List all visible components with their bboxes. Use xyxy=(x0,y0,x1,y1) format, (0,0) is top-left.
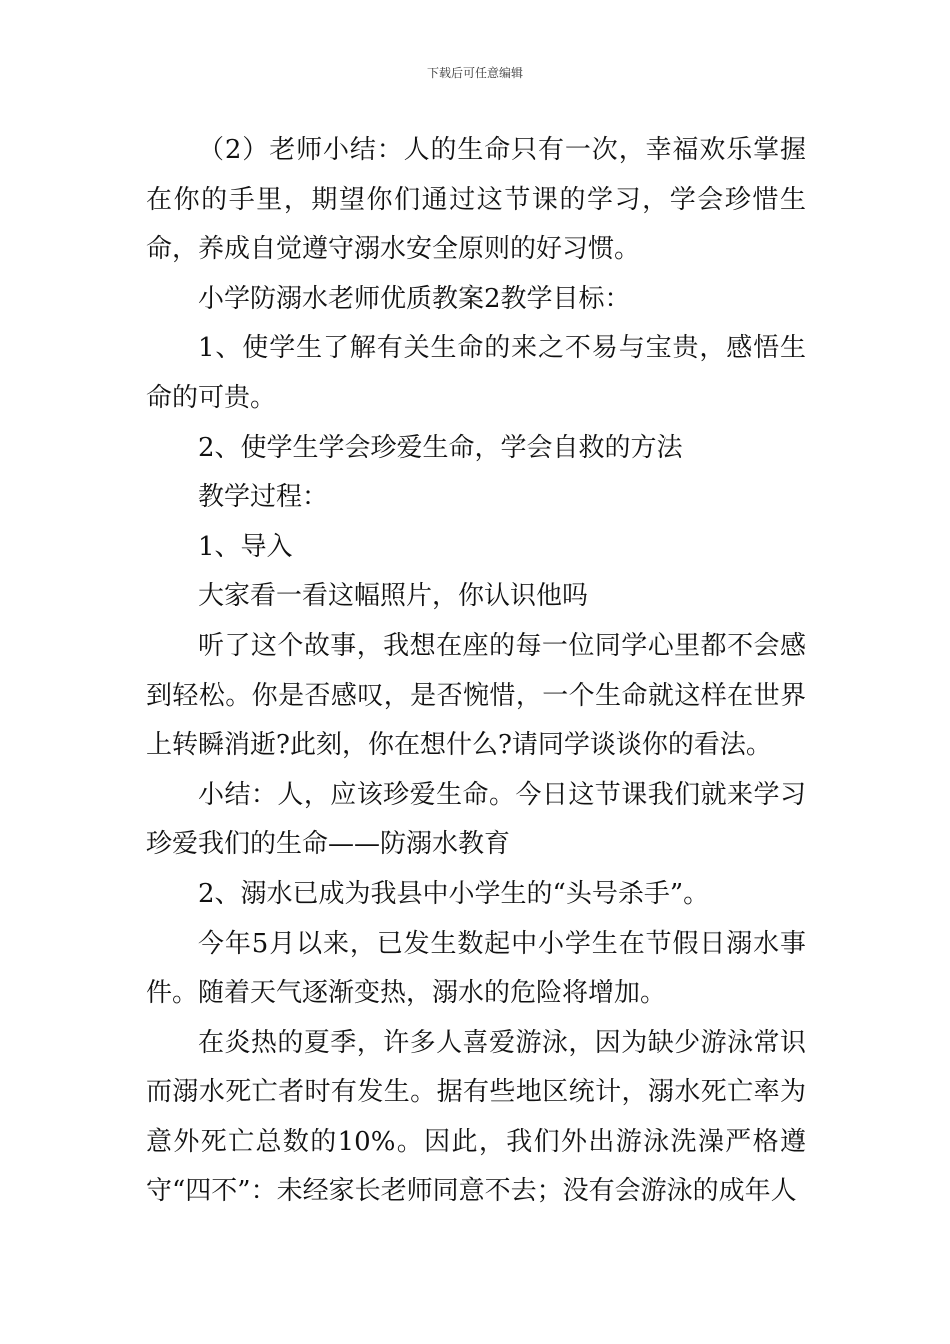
paragraph-teacher-summary: （2）老师小结：人的生命只有一次，幸福欢乐掌握在你的手里，期望你们通过这节课的学习，学会珍惜生命，养成自觉遵守溺水安全原则的好习惯。 xyxy=(146,135,806,265)
paragraph-teaching-process-heading: 教学过程： xyxy=(198,482,329,513)
paragraph-objective-2: 2、使学生学会珍爱生命，学会自救的方法 xyxy=(198,432,683,463)
paragraph-summer-statistics: 在炎热的夏季，许多人喜爱游泳，因为缺少游泳常识而溺水死亡者时有发生。据有些地区统计，溺水死亡率为意外死亡总数的10%。因此，我们外出游泳洗澡严格遵守“四不”：未经家长老师同意不去；没有会游泳的成年人 xyxy=(146,1027,806,1207)
paragraph-recent-incidents: 今年5月以来，已发生数起中小学生在节假日溺水事件。随着天气逐渐变热，溺水的危险将增加。 xyxy=(146,928,806,1009)
paragraph-story-reflection: 听了这个故事，我想在座的每一位同学心里都不会感到轻松。你是否感叹，是否惋惜，一个生命就这样在世界上转瞬消逝?此刻，你在想什么?请同学谈谈你的看法。 xyxy=(146,630,806,761)
paragraph-lesson-objectives-heading: 小学防溺水老师优质教案2教学目标： xyxy=(198,283,631,314)
document-body xyxy=(146,126,806,1217)
paragraph-step-1-intro: 1、导入 xyxy=(198,531,293,562)
header-note: 下载后可任意编辑 xyxy=(426,66,523,80)
paragraph-photo-question: 大家看一看这幅照片，你认识他吗 xyxy=(198,581,589,612)
paragraph-summary-cherish-life: 小结：人，应该珍爱生命。今日这节课我们就来学习珍爱我们的生命——防溺水教育 xyxy=(146,779,806,860)
paragraph-objective-1: 1、使学生了解有关生命的来之不易与宝贵，感悟生命的可贵。 xyxy=(146,333,806,413)
paragraph-step-2-heading: 2、溺水已成为我县中小学生的“头号杀手”。 xyxy=(198,878,710,909)
